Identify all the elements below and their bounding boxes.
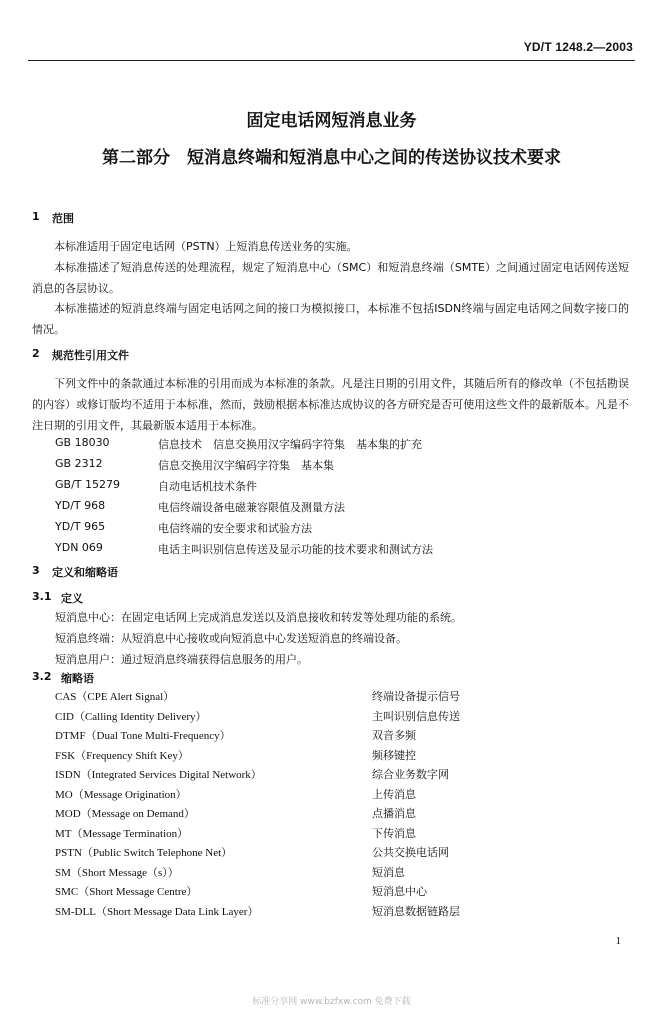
abbreviation-term: PSTN（Public Switch Telephone Net） (55, 847, 233, 859)
abbreviation-term: ISDN（Integrated Services Digital Network） (55, 769, 262, 781)
references-paragraph: 下列文件中的条款通过本标准的引用而成为本标准的条款。凡是注日期的引用文件，其随后所有的修改单（不包括勘误的内容）或修订版均不适用于本标准，然而，鼓励根据本标准达成协议的各方研究是否可使用这些文件的最新版本。凡是不注日期的引用文件，其最新版本适用于本标准。 (32, 377, 629, 432)
abbreviation-meaning: 终端设备提示信号 (372, 690, 460, 703)
abbreviation-meaning: 频移键控 (372, 749, 416, 762)
ref-title: 信息交换用汉字编码字符集 基本集 (158, 459, 334, 472)
abbreviation-meaning: 短消息 (372, 866, 405, 879)
abbreviation-term: SM（Short Message（s）） (55, 867, 179, 879)
header-rule (28, 60, 635, 61)
section-1-title: 范围 (52, 212, 74, 225)
ref-title: 自动电话机技术条件 (158, 480, 257, 493)
abbreviation-meaning: 短消息数据链路层 (372, 905, 460, 918)
ref-title: 电信终端设备电磁兼容限值及测量方法 (158, 501, 345, 514)
abbreviation-term: MOD（Message on Demand） (55, 808, 195, 820)
scope-paragraph-2: 本标准描述了短消息传送的处理流程，规定了短消息中心（SMC）和短消息终端（SMTE）之间通过固定电话网传送短消息的各层协议。 (32, 261, 629, 295)
subsection-3-2-number: 3.2 (32, 670, 52, 683)
section-2-number: 2 (32, 347, 40, 360)
abbreviation-term: CID（Calling Identity Delivery） (55, 711, 207, 723)
scope-paragraph-3: 本标准描述的短消息终端与固定电话网之间的接口为模拟接口，本标准不包括ISDN终端与固定电话网之间数字接口的情况。 (32, 302, 629, 336)
scope-paragraph-1: 本标准适用于固定电话网（PSTN）上短消息传送业务的实施。 (54, 240, 358, 253)
ref-code: GB 2312 (55, 457, 103, 470)
abbreviation-meaning: 下传消息 (372, 827, 416, 840)
page-number: 1 (615, 935, 621, 947)
definition-item: 短消息用户：通过短消息终端获得信息服务的用户。 (55, 653, 308, 666)
abbreviation-meaning: 点播消息 (372, 807, 416, 820)
abbreviation-meaning: 上传消息 (372, 788, 416, 801)
section-3-number: 3 (32, 564, 40, 577)
abbreviation-term: SMC（Short Message Centre） (55, 886, 198, 898)
definition-item: 短消息终端：从短消息中心接收或向短消息中心发送短消息的终端设备。 (55, 632, 407, 645)
document-subtitle: 第二部分 短消息终端和短消息中心之间的传送协议技术要求 (102, 148, 561, 168)
ref-title: 电话主叫识别信息传送及显示功能的技术要求和测试方法 (158, 543, 433, 556)
abbreviation-meaning: 短消息中心 (372, 885, 427, 898)
subsection-3-2-title: 缩略语 (61, 672, 94, 685)
ref-title: 电信终端的安全要求和试验方法 (158, 522, 312, 535)
ref-title: 信息技术 信息交换用汉字编码字符集 基本集的扩充 (158, 438, 422, 451)
subsection-3-1-number: 3.1 (32, 590, 52, 603)
abbreviation-meaning: 公共交换电话网 (372, 846, 449, 859)
abbreviation-term: DTMF（Dual Tone Multi-Frequency） (55, 730, 231, 742)
abbreviation-meaning: 综合业务数字网 (372, 768, 449, 781)
ref-code: YD/T 968 (55, 499, 106, 512)
abbreviation-term: MO（Message Origination） (55, 789, 187, 801)
ref-code: GB 18030 (55, 436, 110, 449)
section-1-number: 1 (32, 210, 40, 223)
footer-watermark: 标准分享网 www.bzfxw.com 免费下载 (252, 997, 411, 1007)
abbreviation-term: CAS（CPE Alert Signal） (55, 691, 175, 703)
section-2-title: 规范性引用文件 (52, 349, 129, 362)
ref-code: YDN 069 (55, 541, 103, 554)
ref-code: GB/T 15279 (55, 478, 120, 491)
ref-code: YD/T 965 (55, 520, 106, 533)
document-title: 固定电话网短消息业务 (246, 111, 417, 131)
abbreviation-term: SM-DLL（Short Message Data Link Layer） (55, 906, 259, 918)
abbreviation-term: FSK（Frequency Shift Key） (55, 750, 189, 762)
standard-number: YD/T 1248.2—2003 (523, 40, 633, 54)
abbreviation-meaning: 主叫识别信息传送 (372, 710, 460, 723)
definition-item: 短消息中心：在固定电话网上完成消息发送以及消息接收和转发等处理功能的系统。 (55, 611, 462, 624)
section-3-title: 定义和缩略语 (52, 566, 118, 579)
abbreviation-meaning: 双音多频 (372, 729, 416, 742)
subsection-3-1-title: 定义 (61, 592, 83, 605)
abbreviation-term: MT（Message Termination） (55, 828, 189, 840)
